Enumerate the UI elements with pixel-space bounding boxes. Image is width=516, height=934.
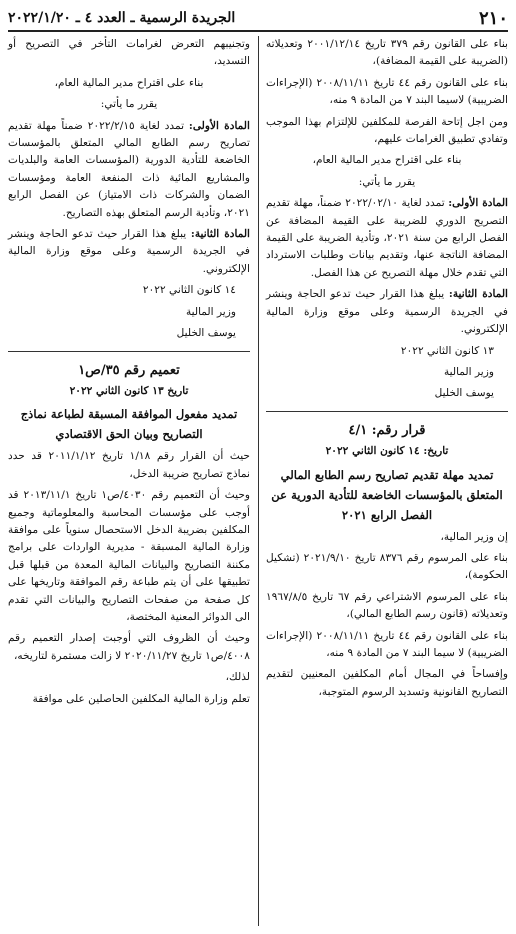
signature-title: وزير المالية <box>443 365 494 378</box>
circular-title: تمديد مفعول الموافقة المسبقة لطباعة نماذج التصاريح وبيان الحق الاقتصادي <box>20 407 238 442</box>
paragraph: بناء على اقتراح مدير المالية العام، <box>312 154 462 167</box>
article-text: يبلغ هذا القرار حيث تدعو الحاجة وينشر في الجريدة الرسمية وعلى موقع وزارة المالية الإلكتروني. <box>266 288 508 336</box>
section-separator <box>8 351 250 352</box>
column-divider <box>258 36 259 926</box>
page-number: ٢١٠ <box>478 7 508 29</box>
signature-name: يوسف الخليل <box>434 387 494 400</box>
paragraph: وتجنيبهم التعرض لغرامات التأخر في التصريح أو التسديد، <box>8 38 250 68</box>
paragraph: ومن اجل إتاحة الفرصة للمكلفين للإلتزام بهذا الموجب وتفادي تطبيق الغرامات عليهم، <box>266 115 508 146</box>
article-one <box>8 118 250 222</box>
paragraph: بناء على المرسوم الاشتراعي رقم ٦٧ تاريخ ١٩٦٧/٨/٥ وتعديلاته (قانون رسم الطابع المالي)، <box>266 590 508 621</box>
gazette-title: الجريدة الرسمية ـ العدد ٤ ـ ٢٠٢٢/١/٢٠ <box>8 10 236 26</box>
article-label: المادة الأولى: <box>188 119 250 132</box>
article-text: تمدد لغاية ٢٠٢٢/٠٢/١٠ ضمناً، مهلة تقديم التصريح الدوري للضريبة على القيمة المضافة عن الفصل الرابع من سنة ٢٠٢١، وتأدية الضريبة على القيمة المضافة الناتجة عنها، وتقديم بيانات وطلبات الاسترداد التي تقدم خلال مهلة التصريح عن هذا الفصل. <box>266 197 509 279</box>
paragraph: لذلك، <box>225 671 250 684</box>
paragraph: وحيث أن التعميم رقم ٤٠٣٠/ص١ تاريخ ٢٠١٣/١١/١ قد أوجب على مؤسسات المحاسبة والمعلوماتية وجميع المكلفين بضريبة الدخل الاستحصال سنوياً على موافقة وزارة المالية المسبقة - مديرية الواردات على برامج مكننة التصاريح والبيانات المالية المعدة من قبلها قبل تطبيقها على أن يتم طباعة رقم الموافقة وتاريخها على كل صفحة من صفحات التصاريح والبيانات التي تقدم الى الدوائر المعنية المختصة، <box>8 489 250 623</box>
paragraph: حيث أن القرار رقم ١/١٨ تاريخ ٢٠١١/١/١٢ قد حدد نماذج تصاريح ضريبة الدخل، <box>8 450 250 480</box>
decides-heading: يقرر ما يأتي: <box>358 175 416 188</box>
paragraph: وحيث أن الظروف التي أوجبت إصدار التعميم رقم ٤٠٠٨/ص١ تاريخ ٢٠٢٠/١١/٢٧ لا زالت مستمرة لتاريخه، <box>8 632 250 662</box>
paragraph: تعلم وزارة المالية المكلفين الحاصلين على موافقة <box>32 692 250 705</box>
article-two <box>266 286 508 338</box>
page-header <box>8 6 508 32</box>
paragraph: بناء على القانون رقم ٣٧٩ تاريخ ٢٠٠١/١٢/١٤ وتعديلاته (الضريبة على القيمة المضافة)، <box>266 38 508 68</box>
left-column <box>8 36 250 712</box>
signature-date: ١٣ كانون الثاني ٢٠٢٢ <box>400 344 494 357</box>
article-text: تمدد لغاية ٢٠٢٢/٢/١٥ ضمناً مهلة تقديم تصاريح رسم الطابع المالي المتعلق بالمؤسسات الخاضعة للتأدية الدورية (المؤسسات العامة والبلديات والمشاريع المائية ذات المنفعة العامة ومؤسسات الضمان والشركات ذات الامتياز) عن الفصل الرابع ٢٠٢١، وتأدية الرسم المتعلق بهذه التصاريح. <box>8 119 250 219</box>
article-one <box>266 195 508 282</box>
decision-number: قرار رقم: ٤/١ <box>348 422 426 438</box>
signature-title: وزير المالية <box>185 305 236 318</box>
article-label: المادة الثانية: <box>448 288 509 301</box>
paragraph: إن وزير المالية، <box>440 530 508 543</box>
signature-date: ١٤ كانون الثاني ٢٠٢٢ <box>142 284 236 297</box>
circular-number: تعميم رقم ٣٥/ص١ <box>78 362 180 378</box>
paragraph: بناء على القانون رقم ٤٤ تاريخ ٢٠٠٨/١١/١١ (الإجراءات الضريبية) لاسيما البند ٧ من المادة ٩ منه، <box>266 76 508 107</box>
paragraph: بناء على اقتراح مدير المالية العام، <box>54 76 204 89</box>
article-two <box>8 226 250 278</box>
signature-name: يوسف الخليل <box>176 327 236 340</box>
right-column <box>266 36 508 705</box>
paragraph: وإفساحاً في المجال أمام المكلفين المعنيين لتقديم التصاريح القانونية وتسديد الرسوم المتوجبة، <box>266 668 508 698</box>
article-label: المادة الثانية: <box>190 228 251 241</box>
section-separator <box>266 411 508 412</box>
decides-heading: يقرر ما يأتي: <box>100 98 158 111</box>
decision-date: تاريخ: ١٤ كانون الثاني ٢٠٢٢ <box>325 445 449 458</box>
decision-title: تمديد مهلة تقديم تصاريح رسم الطابع المالي المتعلق بالمؤسسات الخاضعة للتأدية الدورية عن الفصل الرابع ٢٠٢١ <box>271 467 503 522</box>
paragraph: بناء على القانون رقم ٤٤ تاريخ ٢٠٠٨/١١/١١ (الإجراءات الضريبية) لا سيما البند ٧ من المادة ٩ منه، <box>266 629 508 659</box>
circular-date: تاريخ ١٣ كانون الثاني ٢٠٢٢ <box>69 384 189 397</box>
paragraph: بناء على المرسوم رقم ٨٣٧٦ تاريخ ٢٠٢١/٩/١٠ (تشكيل الحكومة)، <box>266 551 508 582</box>
article-label: المادة الأولى: <box>448 197 508 210</box>
article-text: يبلغ هذا القرار حيث تدعو الحاجة وينشر في الجريدة الرسمية وعلى موقع وزارة المالية الإلكتروني. <box>8 228 250 275</box>
